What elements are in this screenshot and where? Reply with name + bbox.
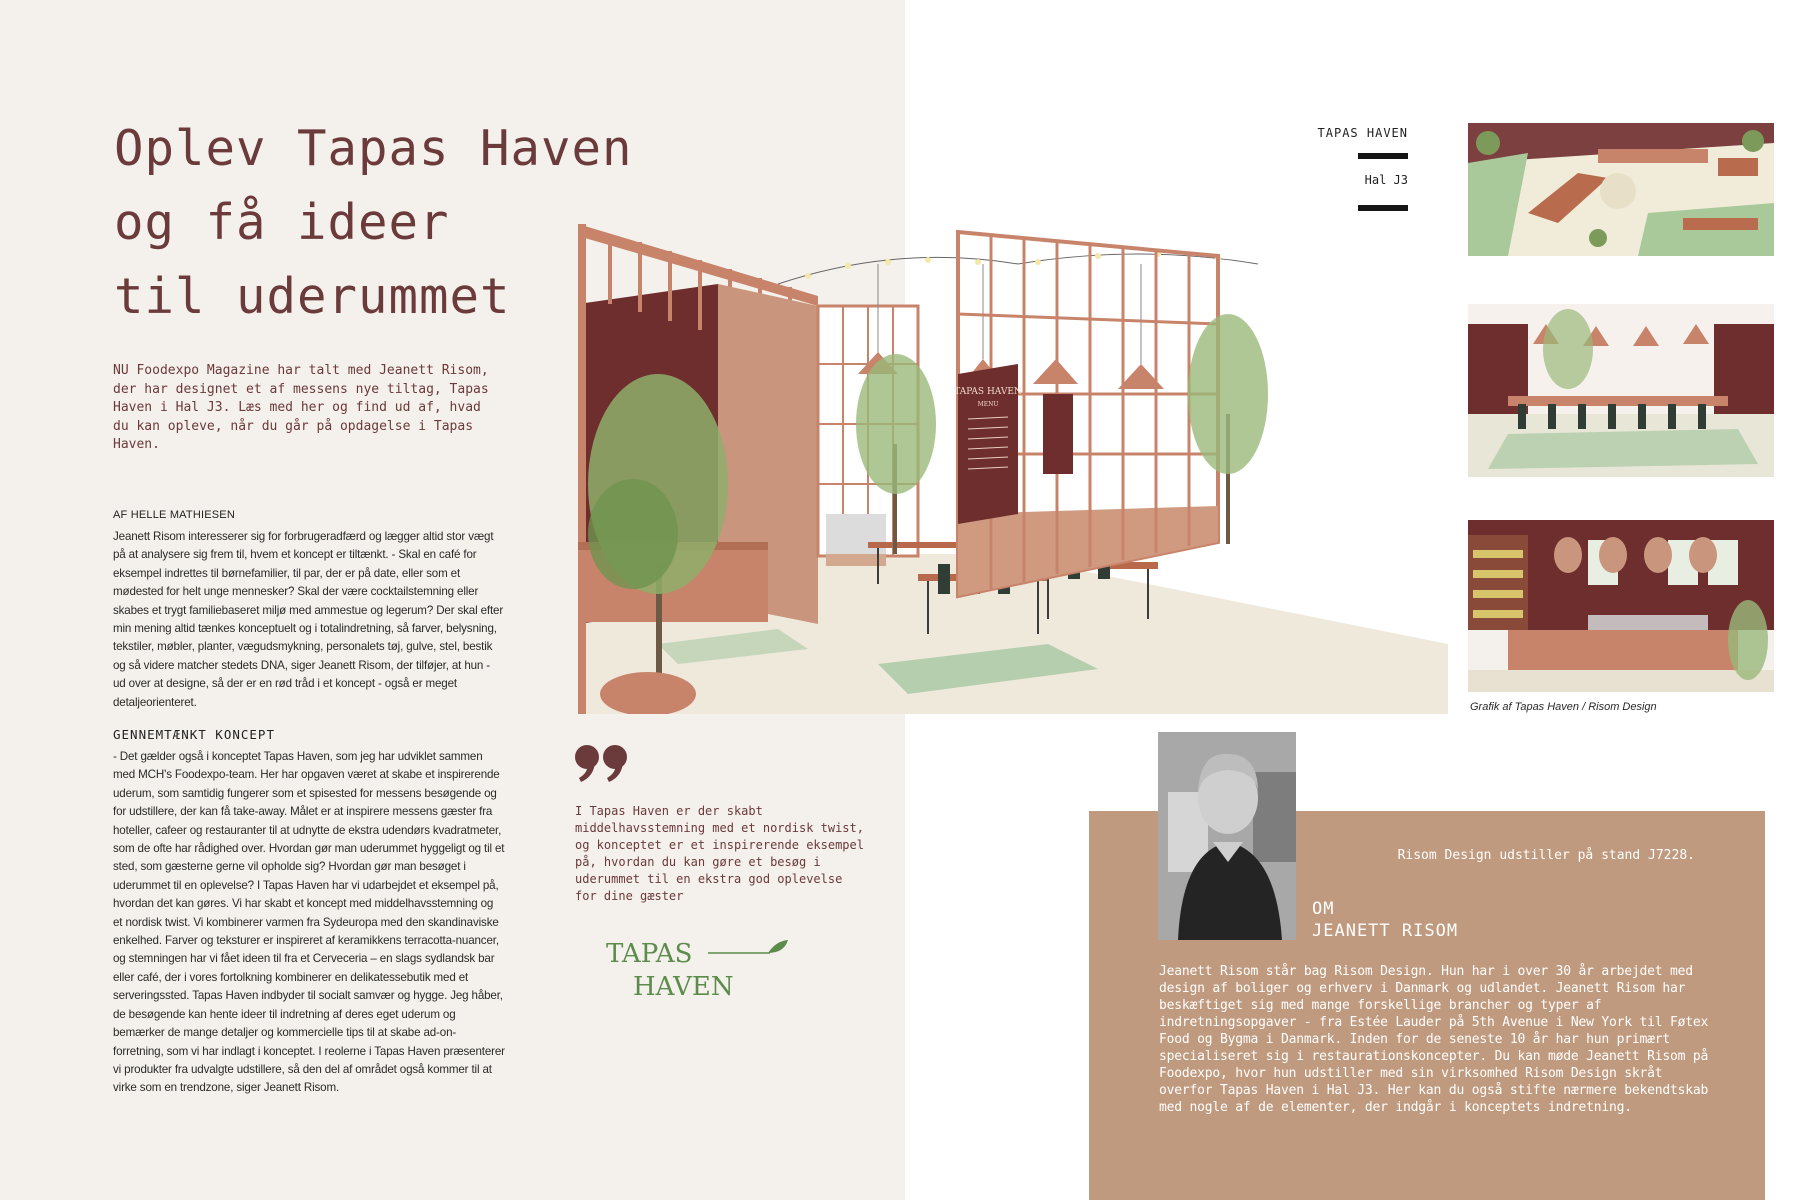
bio-title	[1312, 898, 1458, 942]
tapas-haven-rendering	[578, 224, 1448, 714]
bio-text: Jeanett Risom står bag Risom Design. Hun har i over 30 år arbejdet med design af boliger og erhverv i Danmark og udlandet. Jeanett Risom har beskæftiget sig med mange forskellige brancher og typer af indretningsopgaver - fra Estée Lauder på 5th Avenue i New York til Føtex Food og Bygma i Danmark. Inden for de seneste 10 år har hun primært specialiseret sig i restaurationskoncepter. Du kan møde Jeanett Risom på Foodexpo, hvor hun udstiller med sin virksomhed Risom Design skråt overfor Tapas Haven i Hal J3. Her kan du også stifte nærmere bekendtskab med nogle af de elementer, der indgår i konceptets indretning.	[1159, 964, 1709, 1115]
body-paragraph-1: Jeanett Risom interesserer sig for forbrugeradfærd og lægger altid stor vægt på at analysere sig frem til, hvem et koncept er tiltænkt. - Skal en café for eksempel indrettes til børnefamilier, til par, der er på date, eller som et mødested for helt unge mennesker? Skal der være cocktailstemning eller skabes et trygt familiebaseret miljø med ammestue og legerum? Der skal efter min mening altid tænkes konceptuelt og i totalindretning, så farver, belysning, tekstiler, møbler, planter, vægudsmykning, personalets tøj, gulve, stel, bestik og så videre matcher stedets DNA, siger Jeanett Risom, der tilføjer, at hun - ud over at designe, så der er en rød tråd i et koncept - også er meget detaljeorienteret.	[113, 530, 504, 709]
jeanett-risom-portrait	[1158, 732, 1296, 940]
exhibitor-note: Risom Design udstiller på stand J7228.	[1397, 848, 1695, 863]
bio-title-line-1: OM	[1312, 899, 1335, 919]
image-caption: Grafik af Tapas Haven / Risom Design	[1470, 701, 1657, 713]
intro-paragraph: NU Foodexpo Magazine har talt med Jeanett Risom, der har designet et af messens nye tiltag, Tapas Haven i Hal J3. Læs med her og find ud af, hvad du kan opleve, når du går på opdagelse i Tapas Haven.	[113, 363, 489, 452]
sign-title: TAPAS HAVEN	[954, 387, 1022, 397]
pull-quote: I Tapas Haven er der skabt middelhavsstemning med et nordisk twist, og konceptet er et inspirerende eksempel på, hvordan du kan gøre et besøg i uderummet til en ekstra god oplevelse for dine gæster	[575, 804, 864, 903]
headline-line-1: Oplev Tapas Haven	[114, 120, 633, 177]
subheading: GENNEMTÆNKT KONCEPT	[113, 727, 275, 742]
headline-line-3: til uderummet	[114, 268, 511, 325]
byline: AF HELLE MATHIESEN	[113, 509, 235, 521]
body-paragraph-2: - Det gælder også i konceptet Tapas Haven, som jeg har udviklet sammen med MCH's Foodexpo-team. Her har opgaven været at skabe et inspirerende uderum, som samtidig fungerer som et spisested for messens besøgende og for udstillere, der kan få take-away. Målet er at inspirere messens gæster fra hoteller, cafeer og restauranter til at udnytte de ekstra udendørs kvadratmeter, som de ofte har rådighed over. Hvordan gør man uderummet hyggeligt og til et sted, som gæsterne gerne vil opholde sig? Hvordan gør man besøget i uderummet til en oplevelse? I Tapas Haven har vi udarbejdet et eksempel på, hvordan det kan gøres. Vi har skabt et koncept med middelhavsstemning og et nordisk twist. Vi kombinerer varmen fra Sydeuropa med den skandinaviske enkelhed. Farver og teksturer er inspireret af keramikkens terracotta-nuancer, og stemningen har vi fået ideen til fra et Cerveceria – en slags sydlandsk bar eller café, der i vores fortolkning kombinerer en delikatessebutik med et serveringssted. Tapas Haven indbyder til socialt samvær og hygge. Jeg håber, de besøgende kan hente ideer til indretning af deres eget uderum og bemærker de mange detaljer og kommercielle tips til at skabe ad-on-forretning, som vi har indlagt i konceptet. I reolerne i Tapas Haven præsenterer vi produkter fra udvalgte udstillere, så den del af området også kommer til at virke som en trendzone, siger Jeanett Risom.	[113, 750, 505, 1095]
logo-line-1: TAPAS	[606, 939, 693, 969]
deli-counter-rendering	[1468, 520, 1774, 692]
quote-mark-icon	[573, 742, 633, 784]
tag-divider	[1358, 205, 1408, 211]
floor-plan-rendering	[1468, 123, 1774, 256]
headline-line-2: og få ideer	[114, 194, 450, 251]
sign-subtitle: MENU	[977, 401, 999, 408]
dining-area-rendering	[1468, 304, 1774, 477]
bio-title-line-2: JEANETT RISOM	[1312, 921, 1459, 941]
stand-hall: Hal J3	[1364, 173, 1408, 187]
tag-divider	[1358, 153, 1408, 159]
stand-name: TAPAS HAVEN	[1317, 126, 1408, 140]
logo-line-2: HAVEN	[633, 972, 734, 1002]
tapas-haven-logo	[598, 935, 798, 1005]
